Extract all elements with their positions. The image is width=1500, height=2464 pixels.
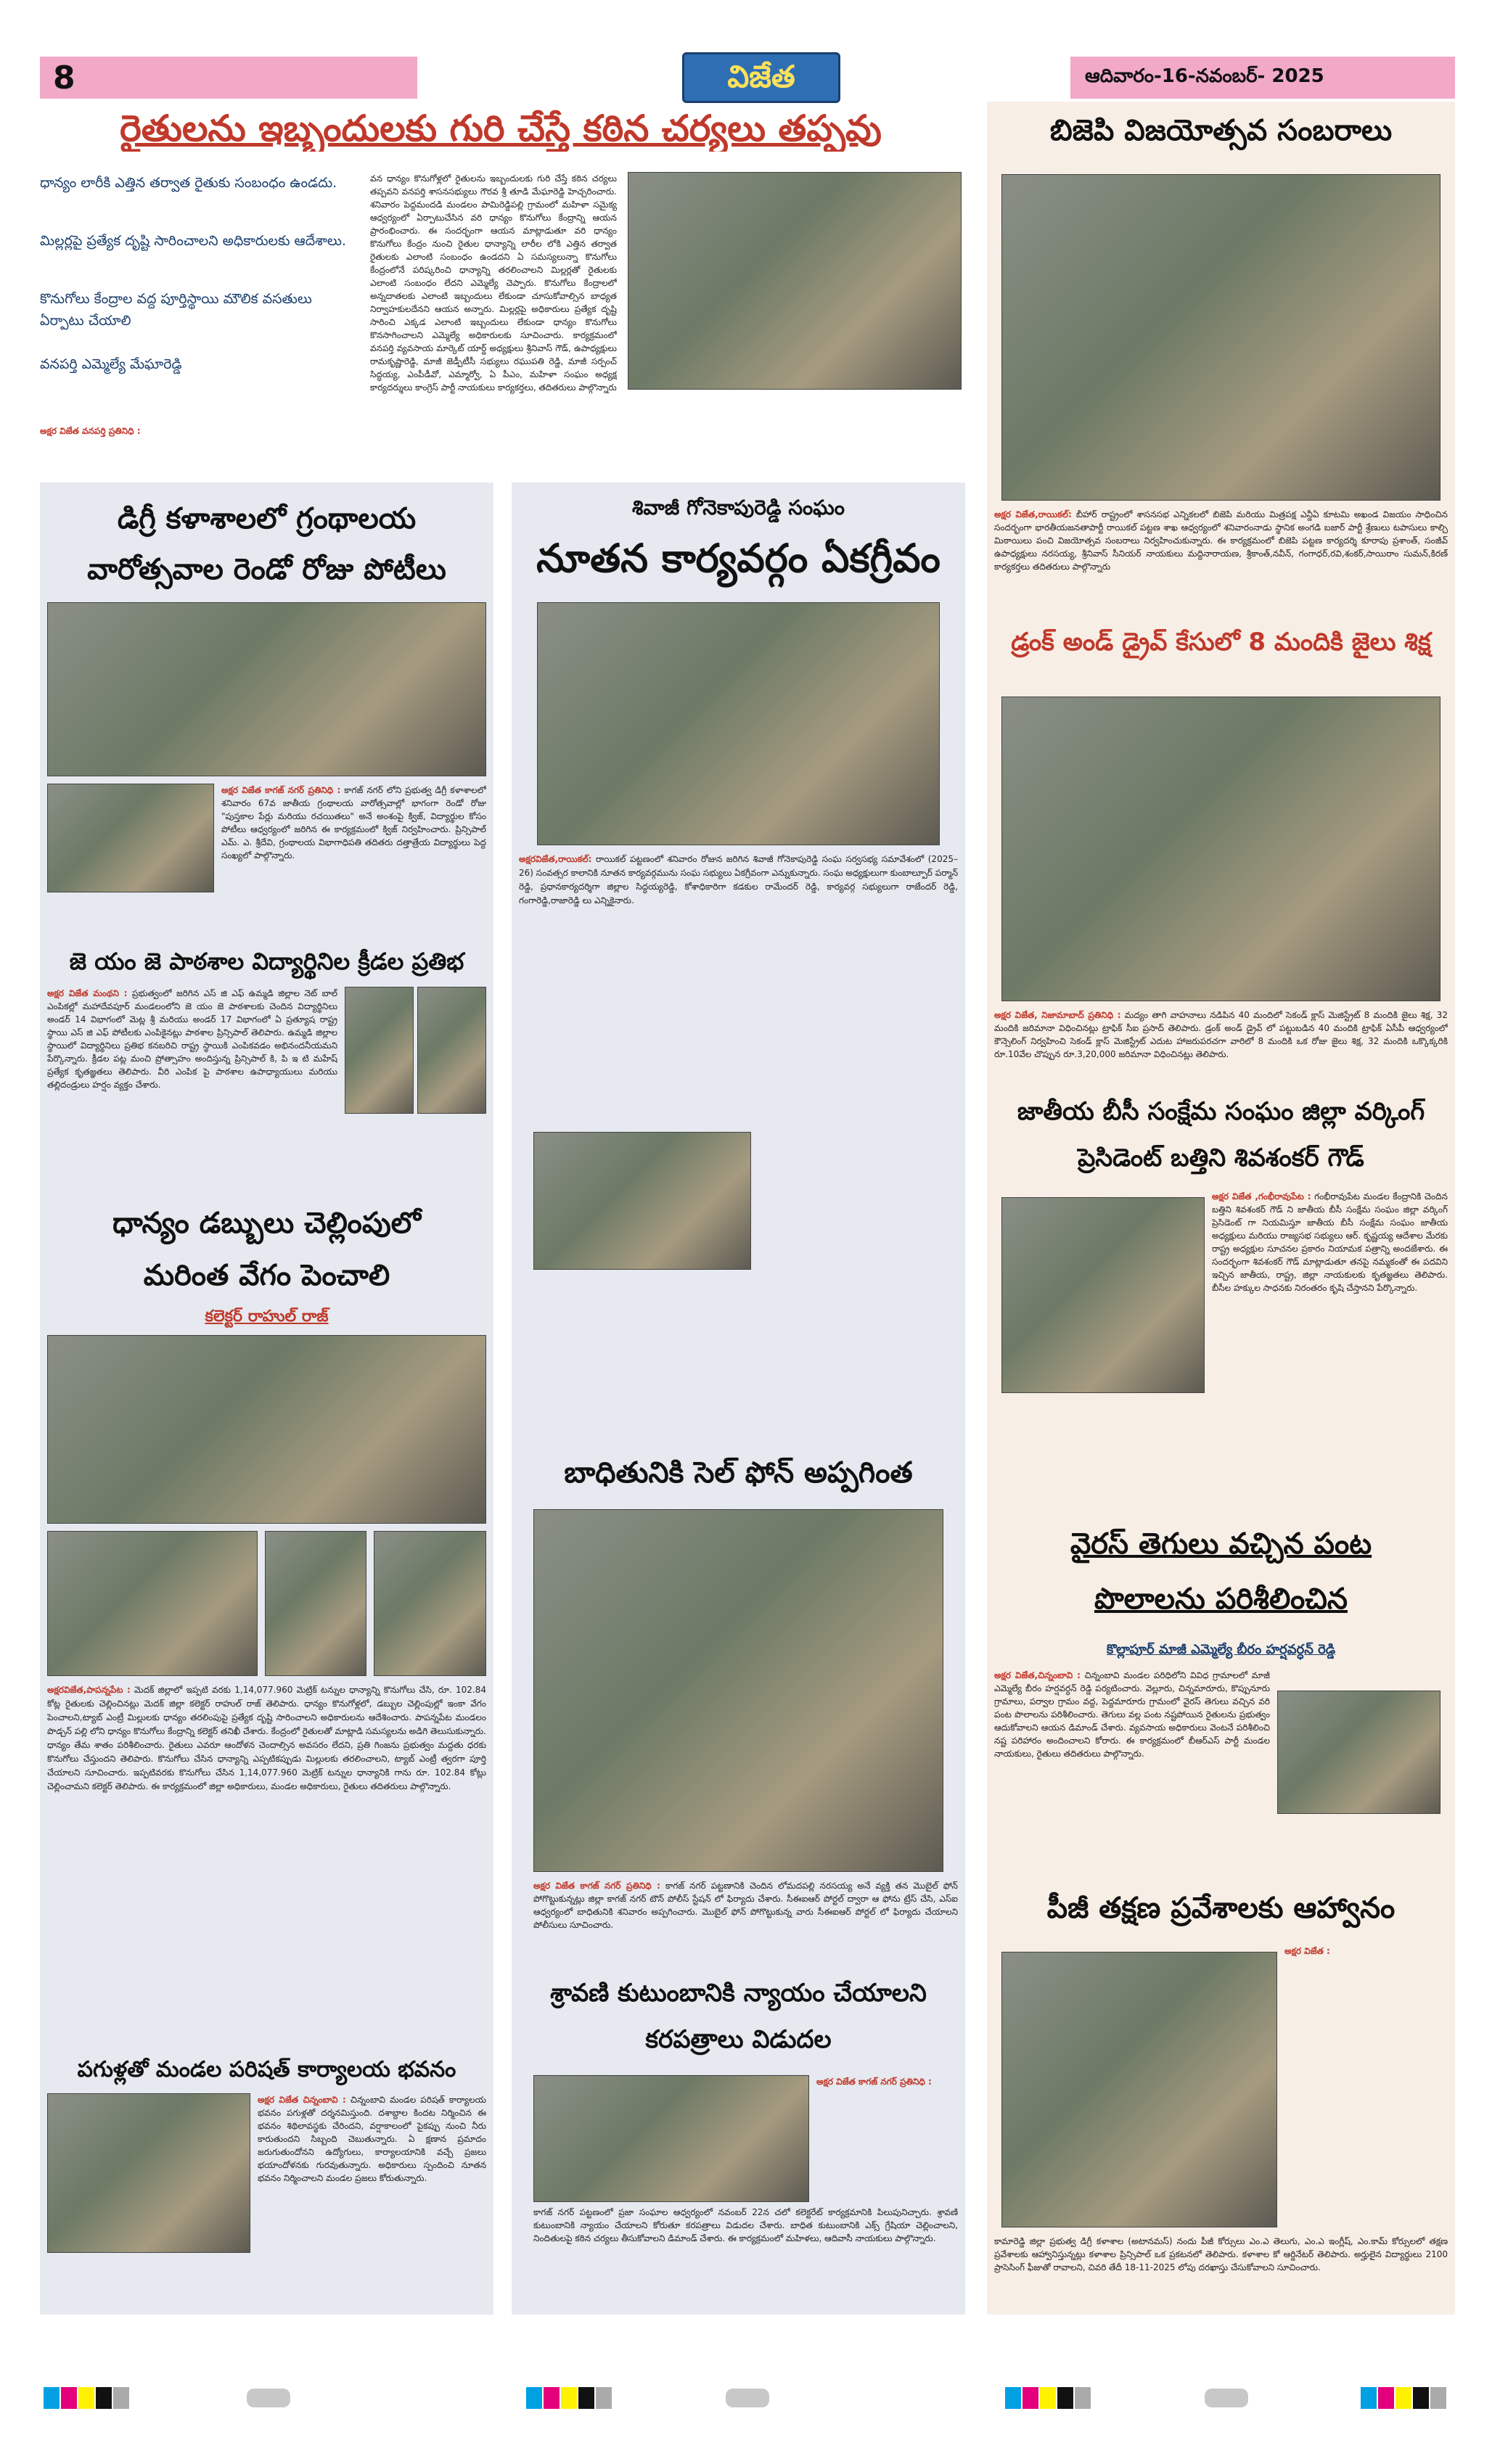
grain-subhead: కలెక్టర్ రాహుల్ రాజ్ <box>205 1307 329 1326</box>
shivaji-story <box>519 486 958 972</box>
color-bar-1 <box>44 2387 131 2412</box>
page-number: 8 <box>53 59 75 96</box>
sravani-dateline: అక్షర విజేత కాగజ్ నగర్ ప్రతినిధి : <box>816 2077 932 2087</box>
grain-text: మెదక్ జిల్లాలో ఇప్పటి వరకు 1,14,077.960 మెట్రిక్ టన్నుల ధాన్యాన్ని కొనుగోలు చేసి, రూ. 102.84 కోట్ల రైతులకు చెల్లించినట్లు మెదక్ జిల్లా కలెక్టర్ రాహుల్ రాజ్ తెలిపారు. ధాన్యం కొనుగోళ్లలో, డబ్బుల చెల్లింపుల్లో ఇంకా వేగం పెంచాలని,ట్యాబ్ ఎంట్రీ మిల్లులకు ధాన్యం తరలింపుపై ప్రత్యేక దృష్టి సారించాలని అధికారులను ఆదేశించారు. పాపన్నపేట మండలం పొడ్చన్ పల్లి లోని ధాన్యం కొనుగోలు కేంద్రాన్ని కలెక్టర్ తనిఖీ చేశారు. కేంద్రంలో రైతులతో మాట్లాడి సమస్యలను అడిగి తెలుసుకున్నారు. ధాన్యం తేమ శాతం పరిశీలించారు. రైతులు ఎవరూ ఆందోళన చెందాల్సిన అవసరం లేదని, ప్రతి గింజను ప్రభుత్వం మద్దతు ధరకు కొనుగోలు చేస్తుందని తెలిపారు. కొనుగోలు చేసిన ధాన్యాన్ని ఎప్పటికప్పుడు మిల్లులకు తరలించాలని, ట్యాబ్ ఎంట్రీ త్వరగా పూర్తి చేయాలని సూచించారు. ఇప్పటివరకు కొనుగోలు చేసిన 1,14,077.960 మెట్రిక్ టన్నుల ధాన్యానికి గాను రూ. 102.84 కోట్లు చెల్లించామని కలెక్టర్ తెలిపారు. ఈ కార్యక్రమంలో జిల్లా అధికారులు, మండల అధికారులు, రైతులు తదితరులు పాల్గొన్నారు. <box>47 1685 486 1791</box>
degree-photo-1 <box>47 602 486 776</box>
virus-photo <box>1277 1691 1440 1814</box>
shivaji-kicker: శివాజీ గోనెకాపురెడ్డి సంఘం <box>631 496 845 520</box>
sravani-body <box>816 2075 958 2202</box>
shivaji-body <box>519 853 958 969</box>
jmj-story <box>47 943 486 1190</box>
color-bar-3 <box>1005 2387 1092 2412</box>
bc-dateline: అక్షర విజేత ,గంభీరావుపేట : <box>1212 1191 1311 1202</box>
grain-dateline: అక్షరవిజేత,పాపన్నపేట : <box>47 1685 131 1695</box>
bjp-photo <box>1001 174 1440 501</box>
trp-story <box>519 980 958 1444</box>
bjp-headline: బిజెపి విజయోత్సవ సంబరాలు <box>1049 114 1393 147</box>
lead-photo <box>628 172 962 390</box>
grain-photo-3 <box>265 1531 366 1676</box>
color-bar-4 <box>1361 2387 1448 2412</box>
virus-story <box>994 1516 1448 1879</box>
virus-subhead: కొల్లాపూర్ మాజీ ఎమ్మెల్యే బీరం హర్షవర్ధన్ రెడ్డి <box>1106 1642 1336 1657</box>
lead-story <box>40 105 962 475</box>
jmj-text: ప్రభుత్వంలో జరిగిన ఎస్ జి ఎఫ్ ఉమ్మడి జిల్లాల నెట్ బాల్ ఎంపికల్లో మహాదేవపూర్ మండలంలోని జె యం జె పాఠశాలకు చెందిన విద్యార్థినిలు అండర్ 14 విభాగంలో మెట్ల శ్రీ మరియు అండర్ 17 విభాగంలో ఏ ప్రత్యూష రాష్ట్ర స్థాయి ఎస్ జి ఎఫ్ పోటీలకు ఎంపికైనట్లు పాఠశాల ప్రిన్సిపాల్ తెలిపారు. ఉమ్మడి జిల్లాల స్థాయిలో విద్యార్థినిలు ప్రతిభ కనబరిచి రాష్ట్ర స్థాయికి ఎంపికవడం అభినందనీయమని పేర్కొన్నారు. క్రీడల పట్ల మంచి ప్రోత్సాహం అందిస్తున్న ప్రిన్సిపాల్ కి, పి ఇ టి మహేష్ ప్రత్యేక కృతజ్ఞతలు తెలిపారు. వీరి ఎంపిక పై పాఠశాల ఉపాధ్యాయులు మరియు తల్లిదండ్రులు హర్షం వ్యక్తం చేశారు. <box>47 988 337 1090</box>
pg-body <box>1284 1944 1448 2227</box>
reg-mark-1 <box>247 2389 290 2407</box>
pg-dateline: అక్షర విజేత : <box>1284 1946 1330 1956</box>
color-bar-2 <box>526 2387 613 2412</box>
bjp-dateline: అక్షర విజేత,రాయికల్: <box>994 509 1072 520</box>
degree-body <box>221 784 486 932</box>
bjp-text: బీహార్ రాష్ట్రంలో శాసనసభ ఎన్నికలలో బిజెపి మరియు మిత్రపక్ష ఎన్డీఏ కూటమి అఖండ విజయం సాధించిన సందర్భంగా భారతీయజనతాపార్టీ రాయికల్ పట్టణ శాఖ ఆధ్వర్యంలో శనివారంనాడు స్థానిక అంగడి బజార్ పార్టీ శ్రేణులు టపాసులు కాల్చి మిఠాయిలు పంచి విజయోత్సవ సంబరాలు నిర్వహించుకున్నారు. ఈ కార్యక్రమంలో బిజెపి పట్టణ కార్యదర్శి కూరాపు ప్రశాంత్, సంజీవ్ ఉపాధ్యక్షులు నరసయ్య, శ్రీనివాస్ సీనియర్ నాయకులు మద్దినారాయణ, శ్రీకాంత్,నవీన్, గంగాధర్,రవి,శంకర్,సాయిరాం సుమన్,కిరణ్ కార్యకర్తలు తదితరులు పాల్గొన్నారు <box>994 509 1448 572</box>
sravani-story <box>519 1970 958 2307</box>
lead-dateline: అక్షర విజేత వనపర్తి ప్రతినిధి : <box>40 426 141 436</box>
mpdo-text: చిన్నంబావి మండల పరిషత్ కార్యాలయ భవనం పగుళ్లతో దర్శనమిస్తుంది. దశాబ్దాల కిందట నిర్మించిన ఈ భవనం శిథిలావస్థకు చేరిందని, వర్షాకాలంలో పైకప్పు నుంచి నీరు కారుతుందని సిబ్బంది చెబుతున్నారు. ఏ క్షణాన ప్రమాదం జరుగుతుందోనని ఉద్యోగులు, కార్యాలయానికి వచ్చే ప్రజలు భయాందోళనకు గురవుతున్నారు. అధికారులు స్పందించి నూతన భవనం నిర్మించాలని మండల ప్రజలు కోరుతున్నారు. <box>258 2095 486 2183</box>
bc-body <box>1212 1190 1448 1495</box>
page-header <box>40 57 1455 99</box>
virus-headline: వైరస్ తెగులు వచ్చిన పంట పొలాలను పరిశీలించిన <box>1070 1527 1372 1616</box>
pg-text: కామారెడ్డి జిల్లా ప్రభుత్వ డిగ్రీ కళాశాల (అటానమస్) నందు పీజీ కోర్సులు ఎం.ఎ తెలుగు, ఎం.ఎ ఇంగ్లీష్, ఎం.కామ్ కోర్సులలో తక్షణ ప్రవేశాలకు ఆహ్వానిస్తున్నట్లు కళాశాల ప్రిన్సిపాల్ ఒక ప్రకటనలో తెలిపారు. కళాశాల కో ఆర్డినేటర్ తెలిపారు. అర్హులైన విద్యార్థులు 2100 ప్రాసెసింగ్ ఫీజుతో రావాలని, చివరి తేదీ 18-11-2025 లోపు దరఖాస్తు చేసుకోవాలని సూచించారు. <box>994 2236 1448 2272</box>
lead-headline: రైతులను ఇబ్బందులకు గురి చేస్తే కఠిన చర్యలు తప్పవు <box>120 107 882 149</box>
phone-dateline: అక్షర విజేత కాగజ్ నగర్ ప్రతినిధి : <box>533 1881 660 1891</box>
drunk-dateline: అక్షర విజేత, నిజామాబాద్ ప్రతినిధి : <box>994 1010 1121 1020</box>
degree-photo-2 <box>47 784 214 892</box>
bjp-story <box>994 109 1448 617</box>
grain-photo-2 <box>47 1531 258 1676</box>
page-number-box <box>40 57 417 99</box>
date-box <box>1070 57 1455 99</box>
trp-text <box>533 1273 958 1437</box>
pg-headline: పీజీ తక్షణ ప్రవేశాలకు ఆహ్వానం <box>1046 1892 1396 1925</box>
issue-date: ఆదివారం-16-నవంబర్- 2025 <box>1085 65 1324 87</box>
sravani-headline: శ్రావణి కుటుంబానికి న్యాయం చేయాలని కరపత్రాలు విడుదల <box>550 1979 927 2054</box>
phone-story <box>519 1451 958 1959</box>
jmj-headline: జె యం జె పాఠశాల విద్యార్థినిల క్రీడల ప్రతిభ <box>69 948 464 975</box>
lead-bullet: వనపర్తి ఎమ్మెల్యే మేఘారెడ్డి <box>40 356 182 372</box>
degree-story <box>47 486 486 936</box>
virus-body <box>994 1669 1270 1879</box>
pg-story <box>994 1886 1448 2307</box>
grain-photo-1 <box>47 1335 486 1524</box>
reg-mark-3 <box>1205 2389 1248 2407</box>
virus-dateline: అక్షర విజేత,చిన్నంబావి : <box>994 1670 1081 1680</box>
lead-bullet: కొనుగోలు కేంద్రాల వద్ద పూర్తిస్థాయి మౌలిక వసతులు ఏర్పాటు చేయాలి <box>40 291 312 329</box>
jmj-photo-2 <box>417 987 486 1114</box>
degree-dateline: అక్షర విజేత కాగజ్ నగర్ ప్రతినిధి : <box>221 785 341 795</box>
drunk-text: మద్యం తాగి వాహనాలు నడిపిన 40 మందిలో సెకండ్ క్లాస్ మెజిస్ట్రేట్ 8 మందికి జైలు శిక్ష, 32 మందికి జరిమానా విధించినట్లు ట్రాఫిక్ సీఐ ప్రసాద్ తెలిపారు. డ్రంక్ అండ్ డ్రైవ్ లో పట్టుబడిన 40 మందికి ట్రాఫిక్ ఏసీపీ ఆధ్వర్యంలో కౌన్సెలింగ్ నిర్వహించి సెకండ్ క్లాస్ మెజిస్ట్రేట్ ఎదుట హాజరుపరచగా వారిలో 8 మందికి ఒక రోజు జైలు శిక్ష, 32 మందికి ఒక్కొక్కరికి రూ.10వేల చొప్పున రూ.3,20,000 జరిమానా విధించినట్లు తెలిపారు. <box>994 1010 1448 1059</box>
shivaji-photo <box>537 602 940 845</box>
grain-photo-4 <box>374 1531 486 1676</box>
shivaji-dateline: అక్షరవిజేత,రాయికల్: <box>519 854 592 864</box>
lead-bullet: మిల్లర్లపై ప్రత్యేక దృష్టి సారించాలని అధికారులకు ఆదేశాలు. <box>40 233 346 249</box>
trp-photo <box>533 1132 751 1270</box>
masthead-logo <box>682 52 840 103</box>
shivaji-headline: నూతన కార్యవర్గం ఏకగ్రీవం <box>536 535 940 581</box>
drunk-headline: డ్రంక్ అండ్ డ్రైవ్ కేసులో 8 మందికి జైలు శిక్ష <box>1011 628 1431 657</box>
lead-bullet: ధాన్యం లారీకి ఎత్తిన తర్వాత రైతుకు సంబంధం ఉండదు. <box>40 175 337 191</box>
degree-text: కాగజ్ నగర్ లోని ప్రభుత్వ డిగ్రీ కళాశాలలో శనివారం 67వ జాతీయ గ్రంథాలయ వారోత్సవాల్లో భాగంగా రెండో రోజు "పుస్తకాల పేర్లు మరియు రచయితలు" అనే అంశంపై క్విజ్, విద్యార్థుల కోసం పోటీలు ఆధ్వర్యంలో జరిగిన ఈ కార్యక్రమంలో క్విజ్ నిర్వహించారు. ప్రిన్సిపాల్ ఎమ్. ఎ. శ్రీదేవి, గ్రంథాలయ విభాగాధిపతి తదితరు దత్తాత్రేయ విద్యార్థులు పెద్ద సంఖ్యలో పాల్గొన్నారు. <box>221 785 486 861</box>
jmj-dateline: అక్షర విజేత మంథని : <box>47 988 128 998</box>
lead-body: వన ధాన్యం కొనుగోళ్లలో రైతులను ఇబ్బందులకు గురి చేస్తే కఠిన చర్యలు తప్పవని వనపర్తి శాసనసభ్యులు గౌరవ శ్రీ తూడి మేఘారెడ్డి హెచ్చరించారు. శనివారం పెద్దమందడి మండలం పామిరెడ్డిపల్లి గ్రామంలో మహిళా సమైక్య ఆధ్వర్యంలో ఏర్పాటుచేసిన వరి ధాన్యం కొనుగోలు కేంద్రాన్ని ఆయన ప్రారంభించారు. ఈ సందర్భంగా ఆయన మాట్లాడుతూ వరి ధాన్యం కొనుగోలు కేంద్రం నుంచి రైతుల ధాన్యాన్ని లారీల లోకి ఎత్తిన తర్వాత రైతులకు ఎలాంటి సంబంధం ఉండదని ఏ సమస్యలున్నా కొనుగోలు కేంద్రంలోనే పరిష్కరించి ధాన్యాన్ని తరలించాలని మిల్లర్లతో రైతులకు ఎలాంటి సంబంధం లేదని ఎమ్మెల్యే చెప్పారు. కొనుగోలు కేంద్రాలలో అన్నదాతలకు ఎలాంటి ఇబ్బందులు లేకుండా చూసుకోవాల్సిన బాధ్యత నిర్వాహకులదేనని ఆయన అన్నారు. మిల్లర్లపై అధికారులు ప్రత్యేక దృష్టి సారించి ఎక్కడ ఎలాంటి ఇబ్బందులు లేకుండా ధాన్యం కొనుగోలు కొనసాగించాలని ఎమ్మెల్యే అధికారులకు సూచించారు. కార్యక్రమంలో వనపర్తి వ్యవసాయ మార్కెట్ యార్డ్ అధ్యక్షులు శ్రీనివాస్ గౌడ్, ఉపాధ్యక్షులు రామకృష్ణారెడ్డి, మాజీ జెడ్పీటీసీ సభ్యులు రఘుపతి రెడ్డి, మాజీ సర్పంచ్ సిద్ధయ్య, ఎంపీడీవో, ఎమ్మార్వో, ఏ పీఎం, మహిళా సంఘం అధ్యక్ష కార్యదర్శులు కాంగ్రెస్ పార్టీ నాయకులు కార్యకర్తలు, తదితరులు పాల్గొన్నారు <box>370 173 617 393</box>
grain-body <box>47 1683 486 2042</box>
drunk-photo <box>1001 697 1440 1001</box>
lead-body-c <box>628 394 962 475</box>
mpdo-dateline: అక్షర విజేత చిన్నంబావి : <box>258 2095 346 2105</box>
grain-headline: ధాన్యం డబ్బులు చెల్లింపులో మరింత వేగం పెంచాలి <box>112 1207 421 1292</box>
bc-photo <box>1001 1197 1205 1393</box>
sravani-photo <box>533 2075 809 2202</box>
mpdo-photo <box>47 2093 250 2253</box>
phone-body <box>533 1879 958 1959</box>
sravani-text: కాగజ్ నగర్ పట్టణంలో ప్రజా సంఘాల ఆధ్వర్యంలో నవంబర్ 22న చలో కలెక్టరేట్ కార్యక్రమానికి పిలుపునిచ్చారు. శ్రావణి కుటుంబానికి న్యాయం చేయాలని కోరుతూ కరపత్రాలు విడుదల చేశారు. బాధిత కుటుంబానికి ఎక్స్ గ్రేషియా చెల్లించాలని, నిందితులపై కఠిన చర్యలు తీసుకోవాలని డిమాండ్ చేశారు. ఈ కార్యక్రమంలో మహిళలు, ఆదివాసీ నాయకులు పాల్గొన్నారు. <box>533 2207 958 2243</box>
virus-text: చిన్నంబావి మండల పరిధిలోని వివిధ గ్రామాలలో మాజీ ఎమ్మెల్యే బీరం హర్షవర్ధన్ రెడ్డి పర్యటించారు. వెల్లూరు, చిన్నమారూరు, కొప్పునూరు గ్రామాలు, పర్వాల గ్రామం వద్ద, పెద్దమారూరు గ్రామంలో వైరస్ తెగులు వచ్చిన వరి పంట పొలాలను పరిశీలించారు. తెగులు వల్ల పంట నష్టపోయిన రైతులను ప్రభుత్వం ఆదుకోవాలని ఆయన డిమాండ్ చేశారు. వ్యవసాయ అధికారులు వెంటనే పరిశీలించి నష్ట పరిహారం అందించాలని కోరారు. ఈ కార్యక్రమంలో బీఆర్ఎస్ పార్టీ మండల నాయకులు, రైతులు తదితరులు పాల్గొన్నారు. <box>994 1670 1270 1759</box>
mpdo-story <box>47 2053 486 2307</box>
lead-body-a <box>40 424 359 475</box>
pg-photo <box>1001 1952 1277 2227</box>
bc-story <box>994 1088 1448 1509</box>
phone-photo <box>533 1509 943 1872</box>
phone-text: కాగజ్ నగర్ పట్టణానికి చెందిన లోమదపల్లి నరసయ్య అనే వ్యక్తి తన మొబైల్ ఫోన్ పోగొట్టుకున్నట్లు జిల్లా కాగజ్ నగర్ టౌన్ పోలీస్ స్టేషన్ లో ఫిర్యాదు చేశారు. సీఈఐఆర్ పోర్టల్ ద్వారా ఆ ఫోను ట్రేస్ చేసి, ఎస్ఐ ఆధ్వర్యంలో బాధితునికి శనివారం అప్పగించారు. మొబైల్ ఫోన్ పోగొట్టుకున్న వారు సీఈఐఆర్ పోర్టల్ లో ఫిర్యాదు చేయాలని పోలీసులు సూచించారు. <box>533 1881 958 1930</box>
trp-body <box>758 1132 958 1270</box>
drunk-body <box>994 1009 1448 1081</box>
phone-headline: బాధితునికి సెల్ ఫోన్ అప్పగింత <box>564 1456 913 1490</box>
jmj-body <box>47 987 337 1183</box>
mpdo-body <box>258 2093 486 2304</box>
mpdo-headline: పగుళ్లతో మండల పరిషత్ కార్యాలయ భవనం <box>77 2057 456 2082</box>
degree-headline: డిగ్రీ కళాశాలలో గ్రంథాలయ వారోత్సవాల రెండో రోజు పోటీలు <box>87 502 446 586</box>
shivaji-text: రాయికల్ పట్టణంలో శనివారం రోజున జరిగిన శివాజీ గోనెకాపురెడ్డి సంఘ సర్వసభ్య సమావేశంలో (2025–26) సంవత్సర కాలానికి నూతన కార్యవర్గమును సంఘ సభ్యులు ఏకగ్రీవంగా ఎన్నుకున్నారు. సంఘ అధ్యక్షులుగా కుంబాల్పూర్ పర్మాన్ రెడ్డి, ప్రధానకార్యదర్శిగా జిల్లాల సిద్ధయ్యరెడ్డి, కోశాధికారిగా కడకుల రామేందర్ రెడ్డి, కార్యవర్గ సభ్యులుగా రాజేందర్ రెడ్డి, గంగారెడ్డి,రాజారెడ్డి లు ఎన్నికైనారు. <box>519 854 958 905</box>
lead-bullets <box>40 172 359 419</box>
jmj-photo-1 <box>345 987 414 1114</box>
grain-story <box>47 1197 486 2046</box>
reg-mark-2 <box>726 2389 769 2407</box>
bjp-body <box>994 508 1448 617</box>
drunk-story <box>994 624 1448 1081</box>
bc-headline: జాతీయ బీసీ సంక్షేమ సంఘం జిల్లా వర్కింగ్ ప్రెసిడెంట్ బత్తిని శివశంకర్ గౌడ్ <box>1017 1097 1425 1173</box>
bc-text: గంభీరావుపేట మండల కేంద్రానికి చెందిన బత్తిని శివశంకర్ గౌడ్ ని జాతీయ బీసీ సంక్షేమ సంఘం జిల్లా వర్కింగ్ ప్రెసిడెంట్ గా నియమిస్తూ జాతీయ బీసీ సంక్షేమ సంఘం జాతీయ అధ్యక్షులు మరియు రాజ్యసభ సభ్యులు ఆర్. కృష్ణయ్య ఆదేశాల మేరకు రాష్ట్ర అధ్యక్షుల సూచనల ప్రకారం నియామక పత్రాన్ని అందజేశారు. ఈ సందర్భంగా శివశంకర్ గౌడ్ మాట్లాడుతూ తనపై నమ్మకంతో ఈ పదవిని ఇచ్చిన జాతీయ, రాష్ట్ర, జిల్లా నాయకులకు కృతజ్ఞతలు తెలిపారు. బీసీల హక్కుల సాధనకు నిరంతరం కృషి చేస్తానని పేర్కొన్నారు. <box>1212 1191 1448 1293</box>
masthead-title: విజేత <box>727 59 795 94</box>
